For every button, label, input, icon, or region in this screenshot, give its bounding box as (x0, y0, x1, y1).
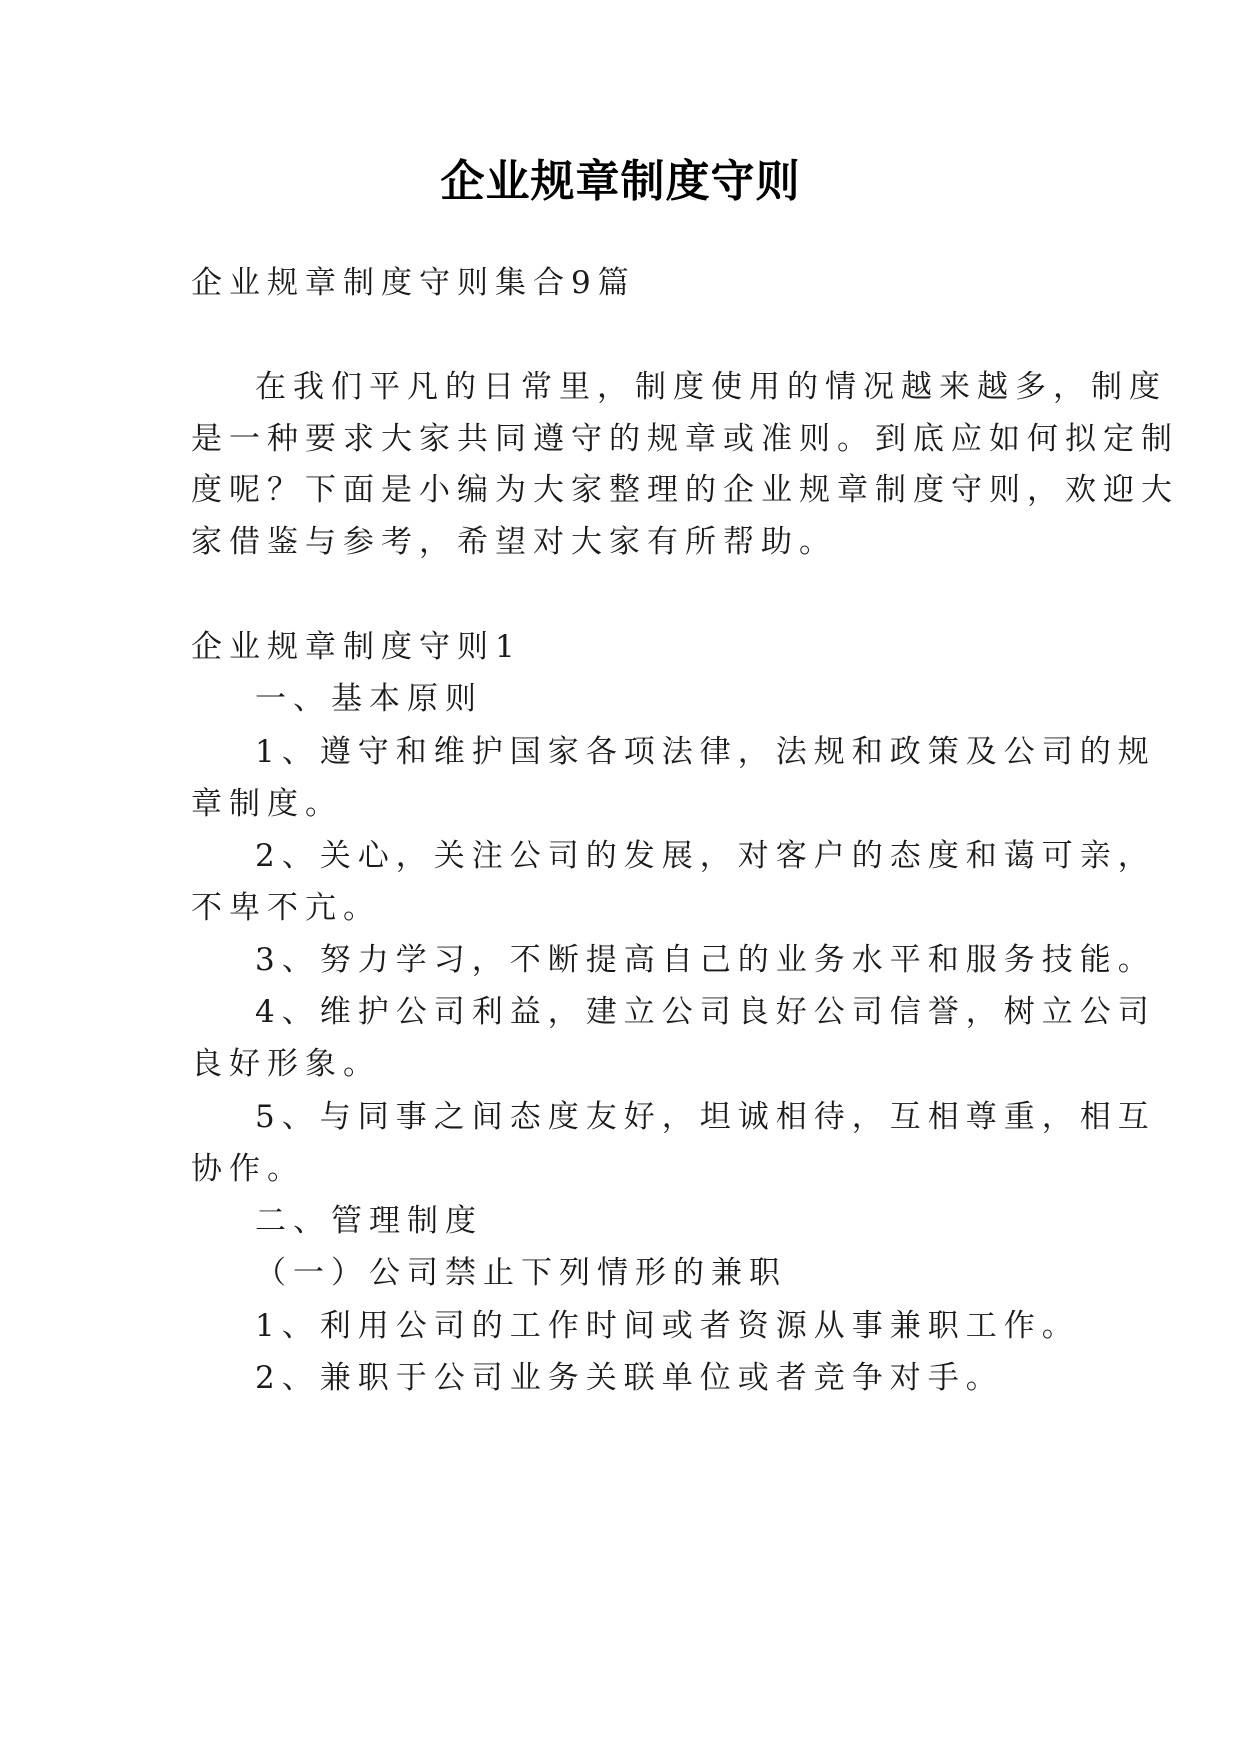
principle-line: 章制度。 (191, 786, 343, 822)
principle-line: 良好形象。 (191, 1046, 381, 1082)
sub-heading: （一）公司禁止下列情形的兼职 (255, 1255, 787, 1291)
intro-line: 在我们平凡的日常里，制度使用的情况越来越多，制度 (255, 369, 1167, 405)
intro-line: 是一种要求大家共同遵守的规章或准则。到底应如何拟定制 (191, 421, 1179, 457)
intro-line: 家借鉴与参考，希望对大家有所帮助。 (191, 524, 837, 560)
document-subtitle: 企业规章制度守则集合9篇 (191, 265, 636, 301)
principle-line: 4、维护公司利益，建立公司良好公司信誉，树立公司 (255, 994, 1156, 1030)
principle-line: 1、遵守和维护国家各项法律，法规和政策及公司的规 (255, 734, 1156, 770)
intro-line: 度呢？下面是小编为大家整理的企业规章制度守则，欢迎大 (191, 472, 1179, 508)
rule-line: 2、兼职于公司业务关联单位或者竞争对手。 (255, 1360, 1004, 1396)
rule-line: 1、利用公司的工作时间或者资源从事兼职工作。 (255, 1308, 1080, 1344)
principle-line: 5、与同事之间态度友好，坦诚相待，互相尊重，相互 (255, 1099, 1156, 1135)
principle-line: 协作。 (191, 1151, 305, 1187)
part2-heading: 二、管理制度 (255, 1203, 483, 1239)
section-heading: 企业规章制度守则1 (191, 629, 522, 665)
document-title: 企业规章制度守则 (440, 156, 801, 207)
part1-heading: 一、基本原则 (255, 681, 483, 717)
principle-line: 3、努力学习，不断提高自己的业务水平和服务技能。 (255, 942, 1156, 978)
principle-line: 不卑不亢。 (191, 890, 381, 926)
principle-line: 2、关心，关注公司的发展，对客户的态度和蔼可亲， (255, 838, 1156, 874)
